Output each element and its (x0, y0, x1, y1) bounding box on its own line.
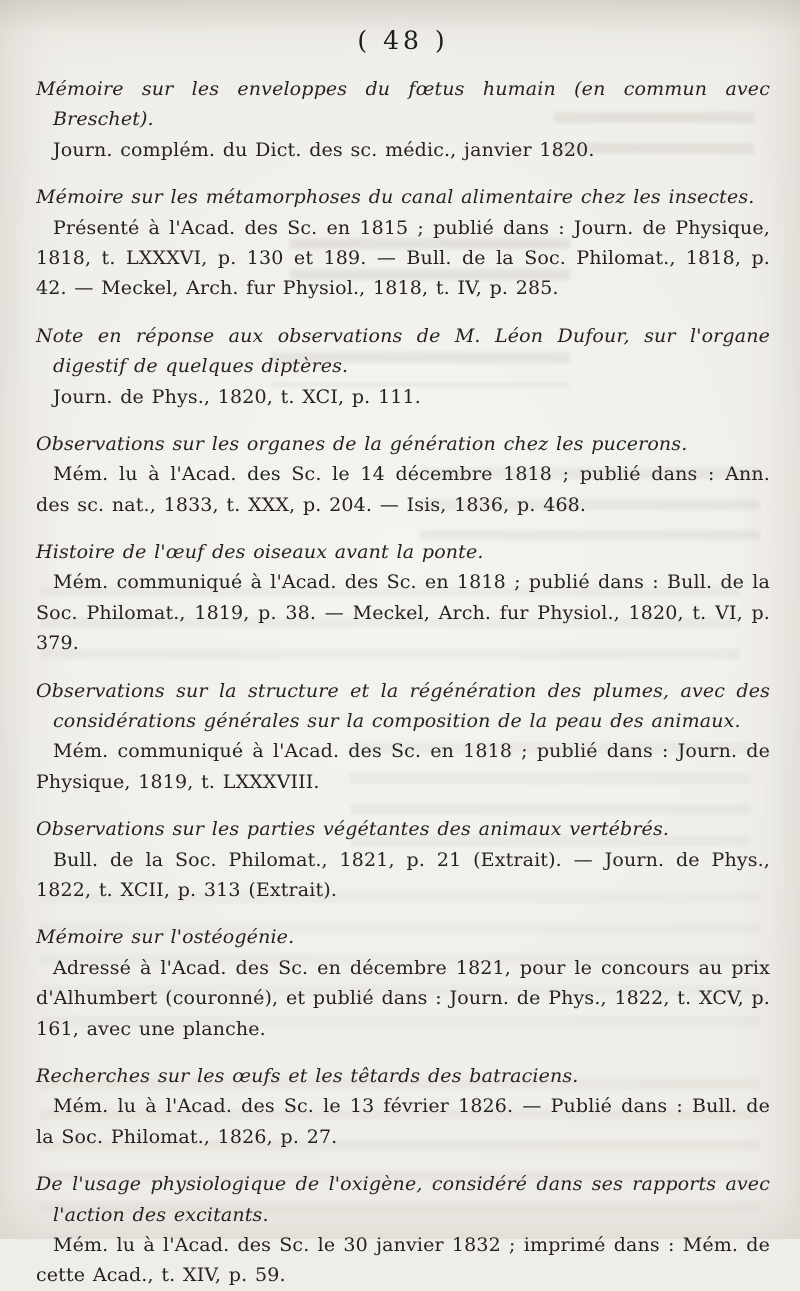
bibliography-entry (36, 1061, 770, 1152)
entry-title: Observations sur les parties végétantes des animaux vertébrés. (36, 818, 670, 841)
entry-details: Mém. lu à l'Acad. des Sc. le 13 février 1826. — Publié dans : Bull. de la Soc. Philomat., 1826, p. 27. (36, 1095, 770, 1148)
entry-details: Mém. communiqué à l'Acad. des Sc. en 1818 ; publié dans : Bull. de la Soc. Philomat., 1819, p. 38. — Meckel, Arch. fur Physiol., 1820, t. VI, p. 379. (36, 571, 770, 655)
bibliography-entry (36, 814, 770, 905)
entry-details: Mém. communiqué à l'Acad. des Sc. en 1818 ; publié dans : Journ. de Physique, 1819, t. LXXXVIII. (36, 740, 770, 793)
entry-title: Recherches sur les œufs et les têtards des batraciens. (36, 1064, 579, 1087)
entry-title: Observations sur les organes de la génération chez les pucerons. (36, 432, 688, 455)
bibliography-list (36, 74, 770, 1291)
bibliography-entry (36, 676, 770, 798)
entry-details: Mém. lu à l'Acad. des Sc. le 14 décembre 1818 ; publié dans : Ann. des sc. nat., 1833, t. XXX, p. 204. — Isis, 1836, p. 468. (36, 463, 770, 516)
bibliography-entry (36, 922, 770, 1044)
entry-details: Bull. de la Soc. Philomat., 1821, p. 21 (Extrait). — Journ. de Phys., 1822, t. XCII, p. 313 (Extrait). (36, 848, 770, 901)
bibliography-entry (36, 74, 770, 165)
page-content (36, 22, 770, 1291)
entry-title: Histoire de l'œuf des oiseaux avant la ponte. (36, 541, 484, 564)
entry-title: Mémoire sur les enveloppes du fœtus humain (en commun avec Breschet). (36, 78, 770, 131)
entry-title: Observations sur la structure et la régénération des plumes, avec des considérations générales sur la composition de la peau des animaux. (36, 679, 770, 733)
bibliography-entry (36, 1169, 770, 1291)
bibliography-entry (36, 537, 770, 659)
bibliography-entry (36, 182, 770, 304)
entry-title: Mémoire sur l'ostéogénie. (36, 926, 295, 949)
entry-details: Présenté à l'Acad. des Sc. en 1815 ; publié dans : Journ. de Physique, 1818, t. LXXXVI, p. 130 et 189. — Bull. de la Soc. Philomat., 1818, p. 42. — Meckel, Arch. fur Physiol., 1818, t. IV, p. 285. (36, 216, 770, 300)
bibliography-entry (36, 321, 770, 412)
page-number: ( 48 ) (357, 26, 449, 55)
entry-details: Journ. complém. du Dict. des sc. médic., janvier 1820. (53, 138, 595, 161)
entry-details: Adressé à l'Acad. des Sc. en décembre 1821, pour le concours au prix d'Alhumbert (couronné), et publié dans : Journ. de Phys., 1822, t. XCV, p. 161, avec une planche. (36, 956, 770, 1040)
entry-title: Note en réponse aux observations de M. Léon Dufour, sur l'organe digestif de quelques diptères. (36, 324, 770, 378)
entry-title: Mémoire sur les métamorphoses du canal alimentaire chez les insectes. (36, 186, 755, 209)
bibliography-entry (36, 429, 770, 520)
entry-details: Mém. lu à l'Acad. des Sc. le 30 janvier 1832 ; imprimé dans : Mém. de cette Acad., t. XIV, p. 59. (36, 1233, 770, 1287)
entry-details: Journ. de Phys., 1820, t. XCI, p. 111. (53, 385, 421, 408)
entry-title: De l'usage physiologique de l'oxigène, considéré dans ses rapports avec l'action des excitants. (36, 1173, 770, 1226)
